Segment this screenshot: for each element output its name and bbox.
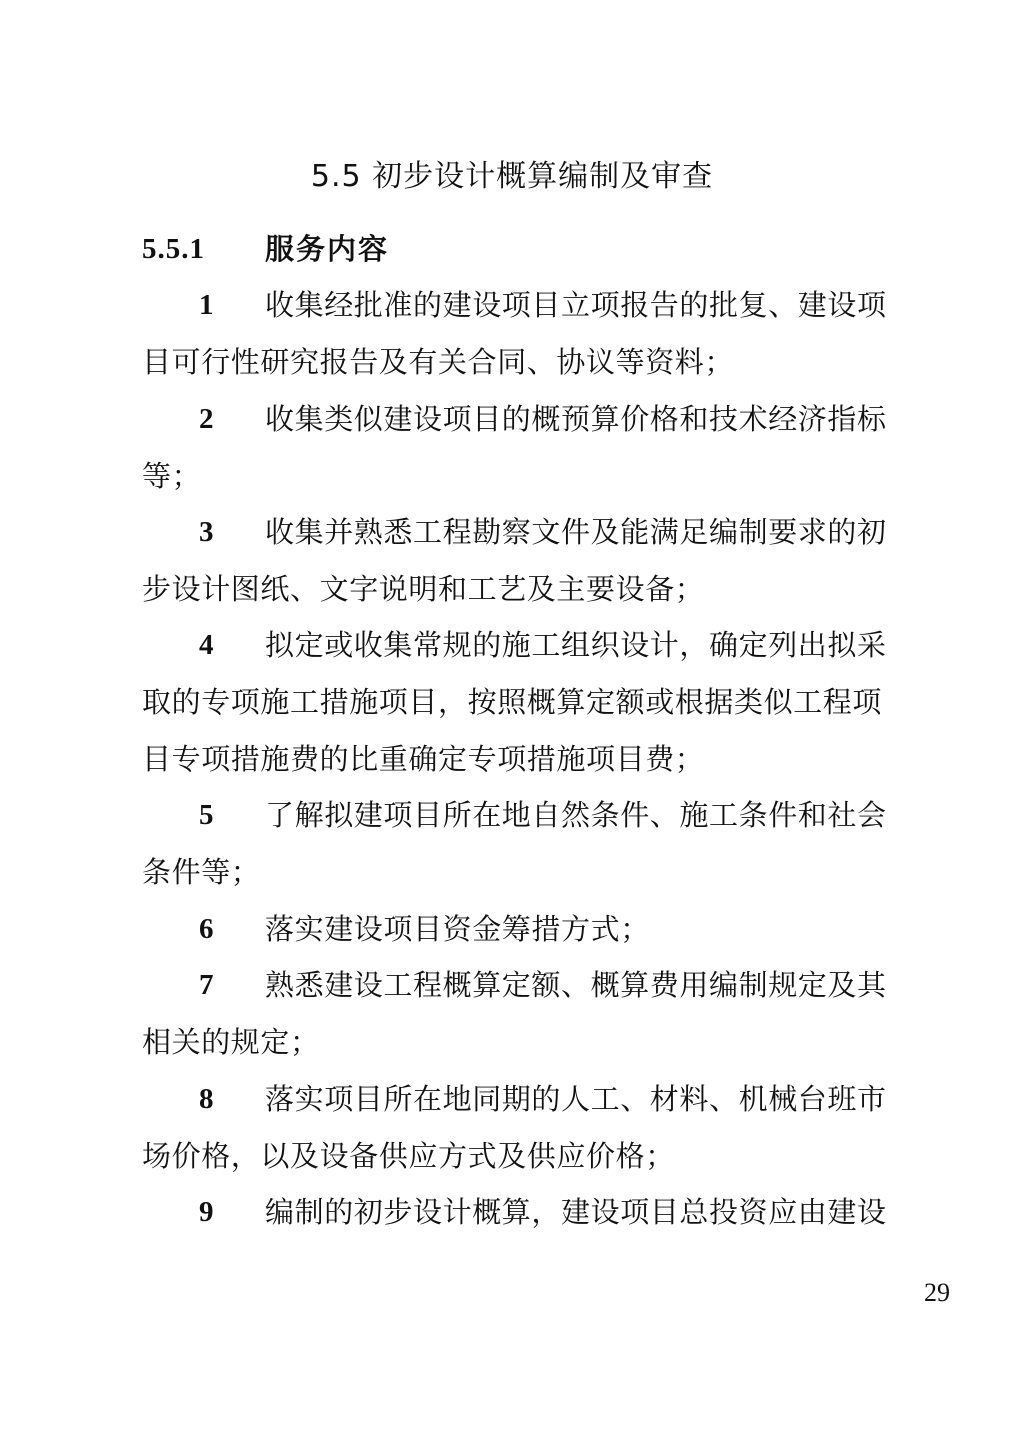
item-number: 3 [199, 516, 215, 548]
item-number: 4 [199, 629, 215, 661]
list-item-7 [142, 957, 887, 1071]
item-text-continued: 场价格，以及设备供应方式及供应价格； [142, 1139, 675, 1173]
item-text: 落实项目所在地同期的人工、材料、机械台班市 [265, 1082, 887, 1116]
list-item-4 [142, 617, 887, 788]
section-label: 服务内容 [265, 232, 390, 266]
item-text-continued: 相关的规定； [142, 1025, 320, 1059]
section-number: 5.5.1 [142, 233, 205, 265]
item-text: 编制的初步设计概算，建设项目总投资应由建设 [265, 1195, 887, 1229]
page-title: 5.5 初步设计概算编制及审查 [310, 159, 714, 194]
item-number: 5 [199, 799, 215, 831]
item-number: 1 [199, 289, 215, 321]
item-number: 7 [199, 969, 215, 1001]
item-text: 收集并熟悉工程勘察文件及能满足编制要求的初 [265, 515, 887, 549]
list-item-1 [142, 277, 887, 391]
section-heading [142, 227, 882, 271]
item-text: 收集类似建设项目的概预算价格和技术经济指标 [265, 402, 887, 436]
list-item-9 [142, 1184, 887, 1241]
item-text-continued: 步设计图纸、文字说明和工艺及主要设备； [142, 572, 705, 606]
list-item-5 [142, 787, 887, 901]
list-item-3 [142, 504, 887, 618]
item-number: 9 [199, 1196, 215, 1228]
item-text-continued: 条件等； [142, 855, 261, 889]
item-text: 熟悉建设工程概算定额、概算费用编制规定及其 [265, 968, 887, 1002]
item-text: 落实建设项目资金筹措方式； [265, 912, 650, 946]
list-item-2 [142, 391, 887, 505]
item-text: 了解拟建项目所在地自然条件、施工条件和社会 [265, 798, 887, 832]
item-text-continued: 目可行性研究报告及有关合同、协议等资料； [142, 345, 735, 379]
list-item-8 [142, 1071, 887, 1185]
list-item-6 [142, 901, 882, 958]
item-number: 2 [199, 403, 215, 435]
page-number: 29 [924, 1278, 950, 1307]
item-text: 收集经批准的建设项目立项报告的批复、建设项 [265, 288, 887, 322]
item-text-continued: 等； [142, 459, 202, 493]
item-number: 8 [199, 1083, 215, 1115]
item-number: 6 [199, 913, 215, 945]
item-text: 拟定或收集常规的施工组织设计，确定列出拟采 [265, 628, 887, 662]
item-text-continued: 取的专项施工措施项目，按照概算定额或根据类似工程项目专项措施费的比重确定专项措施项目费； [142, 685, 883, 776]
